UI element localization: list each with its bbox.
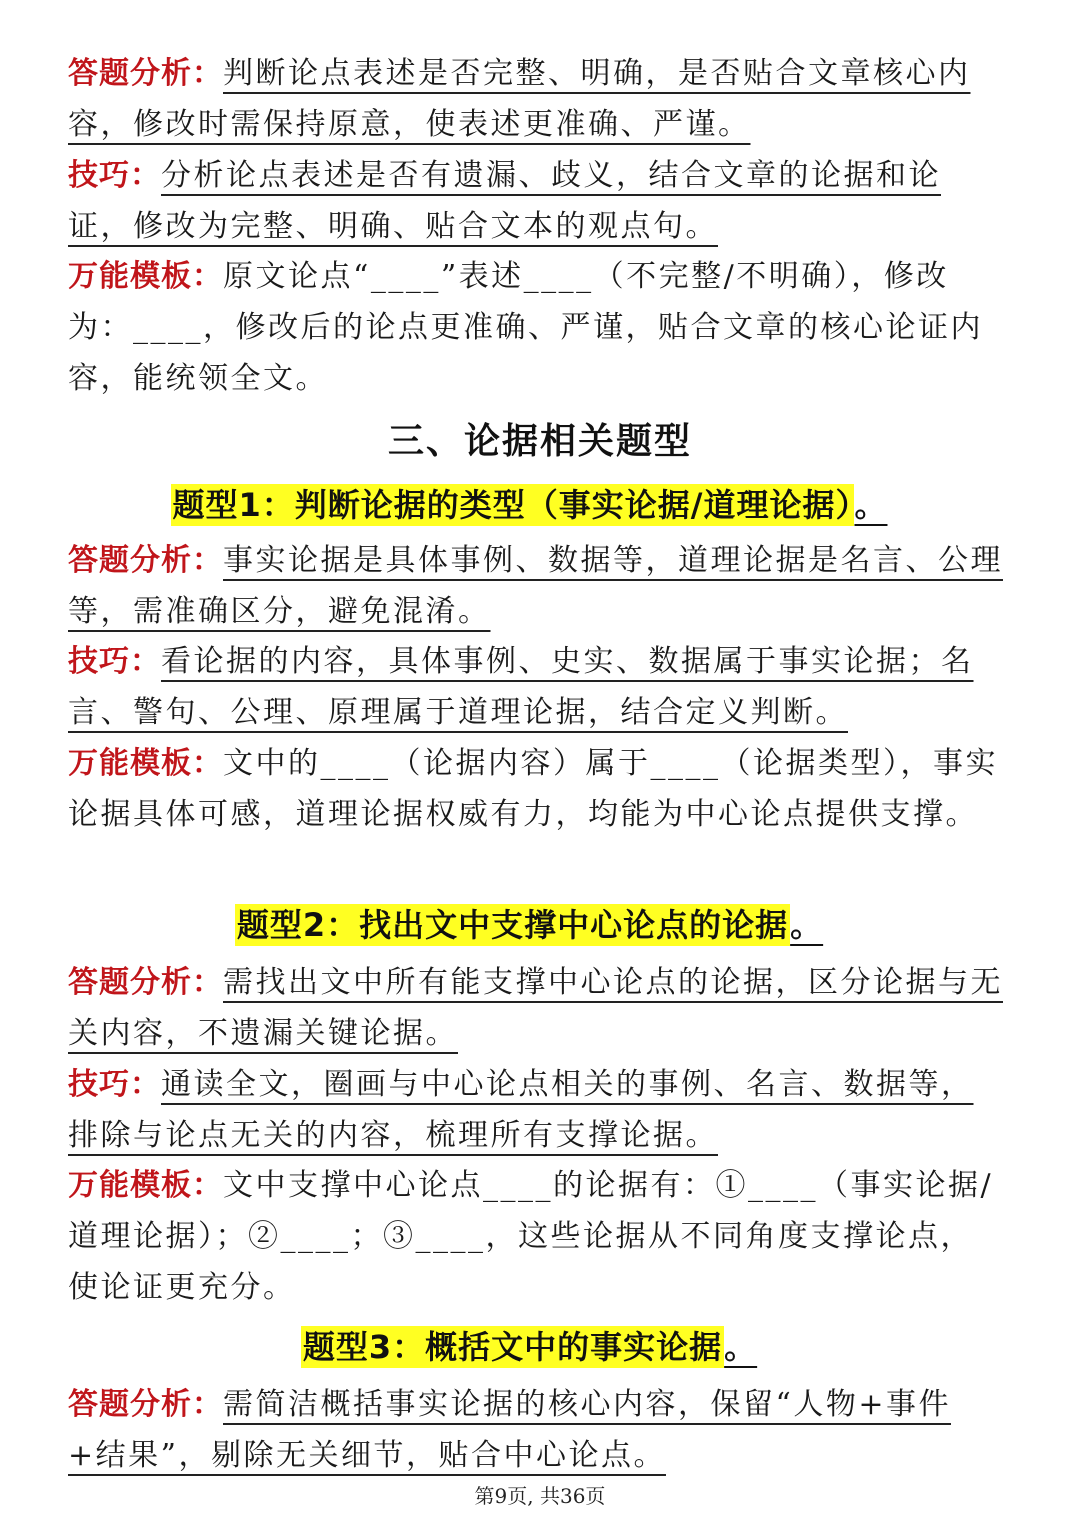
analysis-paragraph (68, 48, 1003, 150)
analysis-label: 答题分析： (68, 1387, 223, 1422)
type3-analysis (68, 1379, 1003, 1481)
tips-text: 看论据的内容，具体事例、史实、数据属于事实论据；名言、警句、公理、原理属于道理论据，结合定义判断。 (68, 644, 974, 730)
template-text: 文中的____（论据内容）属于____（论据类型），事实论据具体可感，道理论据权威有力，均能为中心论点提供支撑。 (68, 746, 998, 832)
type1-analysis (68, 535, 1003, 637)
type3-heading (0, 1322, 1080, 1368)
type2-tips (68, 1059, 1003, 1161)
type3-title: 题型3：概括文中的事实论据 (302, 1328, 723, 1366)
type2-template (68, 1160, 1003, 1313)
template-label: 万能模板： (68, 1168, 223, 1203)
type1-heading (0, 480, 1080, 526)
template-text: 文中支撑中心论点____的论据有：①____（事实论据/道理论据）；②____；③____，这些论据从不同角度支撑论点，使论证更充分。 (68, 1168, 994, 1305)
type2-title: 题型2：找出文中支撑中心论点的论据 (236, 906, 789, 944)
type1-template (68, 738, 1003, 840)
type1-title: 题型1：判断论据的类型（事实论据/道理论据） (172, 486, 853, 524)
type1-tips (68, 636, 1003, 738)
analysis-label: 答题分析： (68, 56, 223, 91)
template-paragraph (68, 251, 1003, 404)
analysis-text: 事实论据是具体事例、数据等，道理论据是名言、公理等，需准确区分，避免混淆。 (68, 543, 1003, 629)
page-number: 第9页, 共36页 (474, 1484, 606, 1508)
tips-label: 技巧： (68, 158, 161, 193)
template-label: 万能模板： (68, 746, 223, 781)
type3-tail: 。 (724, 1328, 758, 1366)
tips-text: 分析论点表述是否有遗漏、歧义，结合文章的论据和论证，修改为完整、明确、贴合文本的观点句。 (68, 158, 941, 244)
type2-analysis (68, 957, 1003, 1059)
analysis-text: 需简洁概括事实论据的核心内容，保留“人物+事件+结果”，剔除无关细节，贴合中心论点。 (68, 1387, 951, 1473)
tips-text: 通读全文，圈画与中心论点相关的事例、名言、数据等，排除与论点无关的内容，梳理所有支撑论据。 (68, 1067, 974, 1153)
type1-tail: 。 (854, 486, 888, 524)
analysis-label: 答题分析： (68, 543, 223, 578)
tips-label: 技巧： (68, 644, 161, 679)
analysis-label: 答题分析： (68, 965, 223, 1000)
section-title: 三、论据相关题型 (387, 421, 692, 462)
analysis-text: 需找出文中所有能支撑中心论点的论据，区分论据与无关内容，不遗漏关键论据。 (68, 965, 1003, 1051)
template-text: 原文论点“____”表述____（不完整/不明确），修改为：____，修改后的论点更准确、严谨，贴合文章的核心论证内容，能统领全文。 (68, 259, 983, 396)
type2-heading (0, 900, 1080, 946)
tips-label: 技巧： (68, 1067, 161, 1102)
template-label: 万能模板： (68, 259, 223, 294)
type2-tail: 。 (790, 906, 824, 944)
tips-paragraph (68, 150, 1003, 252)
analysis-text: 判断论点表述是否完整、明确，是否贴合文章核心内容，修改时需保持原意，使表述更准确、严谨。 (68, 56, 971, 142)
